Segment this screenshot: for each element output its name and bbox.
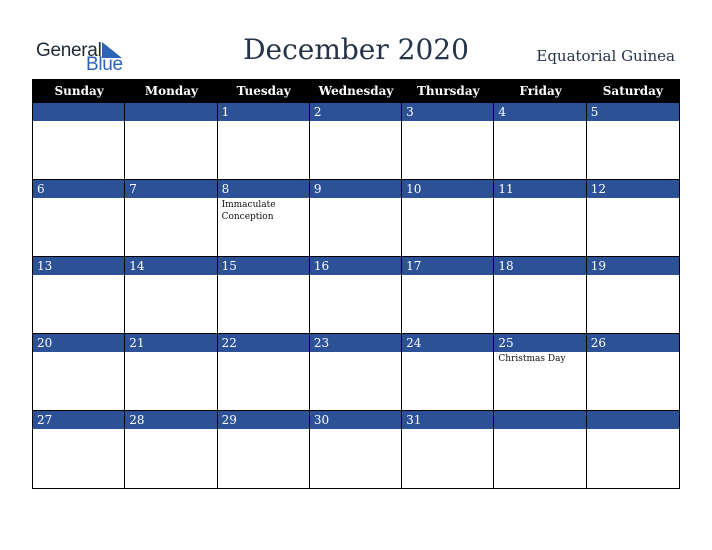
- day-number: 23: [310, 334, 401, 352]
- calendar-month-title: December 2020: [243, 33, 469, 66]
- day-number: 10: [402, 180, 493, 198]
- day-cell: [402, 180, 494, 257]
- day-cell: [402, 103, 494, 180]
- weekday-header: Tuesday: [236, 84, 291, 98]
- day-number: 17: [402, 257, 493, 275]
- day-number: 28: [125, 411, 216, 429]
- day-number: 9: [310, 180, 401, 198]
- day-cell: [218, 103, 310, 180]
- holiday-label: [310, 121, 388, 122]
- day-number: 31: [402, 411, 493, 429]
- day-cell: [218, 411, 310, 488]
- holiday-label: [402, 198, 480, 199]
- weeks-container: [33, 103, 679, 488]
- week-row: [33, 411, 679, 488]
- holiday-label: [125, 352, 203, 353]
- holiday-label: [402, 121, 480, 122]
- holiday-label: [310, 275, 388, 276]
- holiday-label: [494, 121, 572, 122]
- day-number: 15: [218, 257, 309, 275]
- day-cell: [33, 257, 125, 334]
- holiday-label: [33, 121, 111, 122]
- calendar-grid: [32, 79, 680, 489]
- holiday-label: [494, 275, 572, 276]
- day-cell: [33, 411, 125, 488]
- holiday-label: [310, 429, 388, 430]
- day-cell: [494, 180, 586, 257]
- day-number: 1: [218, 103, 309, 121]
- holiday-label: [33, 198, 111, 199]
- holiday-label: [587, 352, 665, 353]
- day-cell: [310, 180, 402, 257]
- week-row: [33, 257, 679, 334]
- day-cell: [402, 334, 494, 411]
- week-row: [33, 334, 679, 411]
- day-cell: [587, 334, 679, 411]
- day-number: 3: [402, 103, 493, 121]
- day-number: 4: [494, 103, 585, 121]
- day-cell: [587, 103, 679, 180]
- day-number: 2: [310, 103, 401, 121]
- weekday-header: Monday: [144, 84, 198, 98]
- holiday-label: [218, 121, 296, 122]
- day-cell: [33, 103, 125, 180]
- day-cell: [125, 411, 217, 488]
- weekday-header: Thursday: [416, 84, 480, 98]
- day-number: [494, 411, 585, 429]
- holiday-label: [218, 429, 296, 430]
- day-cell: [587, 257, 679, 334]
- day-cell: [310, 103, 402, 180]
- holiday-label: [310, 198, 388, 199]
- day-cell: [494, 411, 586, 488]
- week-row: [33, 180, 679, 257]
- day-number: 12: [587, 180, 679, 198]
- holiday-label: [587, 121, 665, 122]
- weekday-header: Friday: [519, 84, 562, 98]
- day-cell: [125, 334, 217, 411]
- holiday-label: [587, 429, 665, 430]
- holiday-label: [33, 352, 111, 353]
- holiday-label: [33, 429, 111, 430]
- holiday-label: [125, 198, 203, 199]
- day-number: 19: [587, 257, 679, 275]
- holiday-label: [33, 275, 111, 276]
- day-cell: [218, 180, 310, 257]
- day-cell: [310, 334, 402, 411]
- day-number: 25: [494, 334, 585, 352]
- day-number: [125, 103, 216, 121]
- day-cell: [218, 334, 310, 411]
- holiday-label: [125, 429, 203, 430]
- day-number: 16: [310, 257, 401, 275]
- holiday-label: Christmas Day: [498, 354, 566, 364]
- day-number: [33, 103, 124, 121]
- day-number: 20: [33, 334, 124, 352]
- day-cell: [125, 180, 217, 257]
- day-number: 11: [494, 180, 585, 198]
- day-number: 22: [218, 334, 309, 352]
- day-cell: [494, 257, 586, 334]
- holiday-label: [494, 429, 572, 430]
- holiday-label: [402, 275, 480, 276]
- day-cell: [33, 180, 125, 257]
- holiday-label: [310, 352, 388, 353]
- day-number: 24: [402, 334, 493, 352]
- day-cell: [310, 411, 402, 488]
- holiday-label: Immaculate Conception: [221, 200, 276, 222]
- day-cell: [587, 411, 679, 488]
- day-number: 5: [587, 103, 679, 121]
- day-cell: [125, 103, 217, 180]
- weekday-header: Saturday: [602, 84, 663, 98]
- day-number: 21: [125, 334, 216, 352]
- weekday-header-row: [33, 80, 679, 103]
- day-number: 8: [218, 180, 309, 198]
- day-cell: [310, 257, 402, 334]
- day-cell: [33, 334, 125, 411]
- holiday-label: [218, 352, 296, 353]
- day-cell: [402, 411, 494, 488]
- day-number: 7: [125, 180, 216, 198]
- day-number: 29: [218, 411, 309, 429]
- day-number: 6: [33, 180, 124, 198]
- holiday-label: [494, 198, 572, 199]
- day-number: 30: [310, 411, 401, 429]
- logo-text-general: General: [36, 40, 102, 61]
- logo-text-blue: Blue: [86, 54, 123, 75]
- country-name: Equatorial Guinea: [536, 47, 675, 65]
- holiday-label: [218, 275, 296, 276]
- day-cell: [494, 103, 586, 180]
- holiday-label: [125, 275, 203, 276]
- day-cell: [402, 257, 494, 334]
- day-number: [587, 411, 679, 429]
- day-cell: [587, 180, 679, 257]
- day-number: 13: [33, 257, 124, 275]
- weekday-header: Sunday: [54, 84, 104, 98]
- holiday-label: [125, 121, 203, 122]
- holiday-label: [587, 275, 665, 276]
- day-cell: [125, 257, 217, 334]
- weekday-header: Wednesday: [318, 84, 394, 98]
- holiday-label: [402, 429, 480, 430]
- day-number: 18: [494, 257, 585, 275]
- day-cell: [218, 257, 310, 334]
- holiday-label: [587, 198, 665, 199]
- holiday-label: [402, 352, 480, 353]
- day-cell: [494, 334, 586, 411]
- day-number: 14: [125, 257, 216, 275]
- week-row: [33, 103, 679, 180]
- day-number: 27: [33, 411, 124, 429]
- day-number: 26: [587, 334, 679, 352]
